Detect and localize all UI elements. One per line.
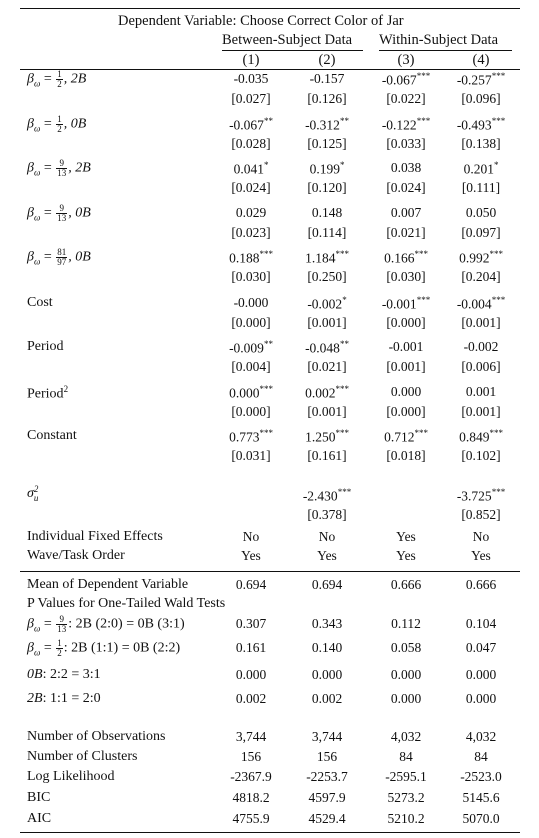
stat-row-2-label: Number of Clusters: [27, 749, 138, 764]
coef-row-1-se-col2: [0.126]: [307, 91, 347, 106]
ctrl-row-1-est-col1: -0.000: [233, 295, 269, 310]
ctrl-row-1-se-col1: [0.000]: [231, 315, 271, 330]
sigma-row-est-col2: -2.430***: [302, 487, 352, 504]
fe-row-1-col2: No: [318, 529, 336, 544]
pval-row-4-label: 2B: 1:1 = 2:0: [27, 691, 101, 706]
fe-row-2-col3: Yes: [396, 548, 416, 563]
coef-row-4-est-col2: 0.148: [311, 205, 343, 220]
fe-row-2-col4: Yes: [471, 548, 491, 563]
stat-row-1-label: Number of Observations: [27, 729, 166, 744]
ctrl-row-1-est-col2: -0.002*: [307, 295, 347, 312]
coef-row-5-se-col1: [0.030]: [231, 269, 271, 284]
coef-row-4-se-col4: [0.097]: [461, 225, 501, 240]
ctrl-row-4-se-col4: [0.102]: [461, 448, 501, 463]
coef-row-1-se-col1: [0.027]: [231, 91, 271, 106]
fe-row-1-col3: Yes: [396, 529, 416, 544]
pval-row-1-col4: 0.104: [465, 616, 497, 631]
coef-row-4-est-col3: 0.007: [390, 205, 422, 220]
fe-row-2-col1: Yes: [241, 548, 261, 563]
ctrl-row-4-est-col4: 0.849***: [459, 428, 503, 445]
ctrl-row-4-est-col2: 1.250***: [305, 428, 349, 445]
stat-row-3-col4: -2523.0: [460, 769, 502, 784]
coef-row-5-se-col2: [0.250]: [307, 269, 347, 284]
coef-row-3-est-col3: 0.038: [390, 160, 422, 175]
stat-row-3-col2: -2253.7: [306, 769, 348, 784]
ctrl-row-4-label: Constant: [27, 428, 77, 443]
between-subject-header: Between-Subject Data: [222, 32, 353, 48]
coef-row-5-label-fraction: $\frac{81}{97}$: [57, 247, 67, 267]
pval-row-3-col4: 0.000: [465, 667, 497, 682]
pval-row-1-label: $\beta_\omega$ = $\frac{9}{13}$ : 2B (2:0) = 0B (3:1): [27, 614, 185, 634]
mean-row-col3: 0.666: [390, 577, 422, 592]
ctrl-row-3-est-col2: 0.002***: [305, 384, 349, 401]
header-rule: [20, 69, 520, 70]
coef-row-3-est-col4: 0.201*: [463, 160, 499, 177]
ctrl-row-2-se-col2: [0.021]: [307, 359, 347, 374]
stat-row-2-col4: 84: [474, 749, 488, 764]
ctrl-row-3-se-col1: [0.000]: [231, 404, 271, 419]
coef-row-1-label: $\beta_\omega$ = $\frac{1}{2}$ , 2B: [27, 69, 87, 89]
pval-row-3-col3: 0.000: [390, 667, 422, 682]
col-header-3: (3): [397, 52, 415, 68]
mean-label: Mean of Dependent Variable: [27, 577, 189, 592]
coef-row-1-est-col3: -0.067***: [381, 71, 431, 88]
pval-row-3-col1: 0.000: [235, 667, 267, 682]
sigma-row-se-col2: [0.378]: [307, 507, 347, 522]
within-subject-header: Within-Subject Data: [379, 32, 499, 48]
ctrl-row-3-label: Period$^2$: [27, 384, 69, 402]
pval-row-2-col1: 0.161: [235, 640, 267, 655]
ctrl-row-2-se-col4: [0.006]: [461, 359, 501, 374]
ctrl-row-2-label: Period: [27, 339, 64, 354]
mean-row-col4: 0.666: [465, 577, 497, 592]
coef-row-2-se-col3: [0.033]: [386, 136, 426, 151]
coef-row-5-se-col3: [0.030]: [386, 269, 426, 284]
ctrl-row-3-est-col1: 0.000***: [229, 384, 273, 401]
pval-row-4-col2: 0.002: [311, 691, 343, 706]
coef-row-3-se-col1: [0.024]: [231, 180, 271, 195]
coef-row-2-se-col1: [0.028]: [231, 136, 271, 151]
ctrl-row-4-est-col3: 0.712***: [384, 428, 428, 445]
stat-row-4-label: BIC: [27, 790, 51, 805]
coef-row-2-est-col2: -0.312**: [305, 116, 349, 133]
pval-row-2-col3: 0.058: [390, 640, 422, 655]
sigma-row-se-col4: [0.852]: [461, 507, 501, 522]
stat-row-4-col2: 4597.9: [308, 790, 346, 805]
fe-row-2-col2: Yes: [317, 548, 337, 563]
stat-row-3-col1: -2367.9: [230, 769, 272, 784]
pval-row-1-col1: 0.307: [235, 616, 267, 631]
mean-row-col1: 0.694: [235, 577, 267, 592]
stat-row-1-col3: 4,032: [390, 729, 422, 744]
pval-row-2-label-fraction: $\frac{1}{2}$: [57, 638, 62, 658]
stat-row-5-col4: 5070.0: [462, 811, 500, 826]
pval-row-4-col3: 0.000: [390, 691, 422, 706]
coef-row-5-est-col4: 0.992***: [459, 249, 503, 266]
pval-row-1-col2: 0.343: [311, 616, 343, 631]
stat-row-5-col1: 4755.9: [232, 811, 270, 826]
coef-row-4-label-fraction: $\frac{9}{13}$: [57, 203, 67, 223]
coef-row-2-est-col4: -0.493***: [456, 116, 506, 133]
ctrl-row-1-label: Cost: [27, 295, 53, 310]
ctrl-row-3-se-col4: [0.001]: [461, 404, 501, 419]
col-header-1: (1): [242, 52, 260, 68]
ctrl-row-1-est-col4: -0.004***: [456, 295, 506, 312]
stat-row-5-col2: 4529.4: [308, 811, 346, 826]
mean-row-col2: 0.694: [311, 577, 343, 592]
sigma-row-est-col4: -3.725***: [456, 487, 506, 504]
coef-row-1-se-col3: [0.022]: [386, 91, 426, 106]
coef-row-5-se-col4: [0.204]: [461, 269, 501, 284]
coef-row-2-se-col4: [0.138]: [461, 136, 501, 151]
pval-row-1-label-fraction: $\frac{9}{13}$: [57, 614, 67, 634]
coef-row-3-est-col2: 0.199*: [309, 160, 345, 177]
pval-row-4-col1: 0.002: [235, 691, 267, 706]
stat-row-3-col3: -2595.1: [385, 769, 427, 784]
col-header-2: (2): [318, 52, 336, 68]
stat-row-1-col4: 4,032: [465, 729, 497, 744]
coef-row-3-est-col1: 0.041*: [233, 160, 269, 177]
ctrl-row-1-se-col4: [0.001]: [461, 315, 501, 330]
coef-row-2-se-col2: [0.125]: [307, 136, 347, 151]
ctrl-row-4-se-col3: [0.018]: [386, 448, 426, 463]
bottom-rule: [20, 832, 520, 833]
coef-row-5-est-col1: 0.188***: [229, 249, 273, 266]
coef-row-4-se-col2: [0.114]: [307, 225, 347, 240]
within-underline: [379, 50, 512, 51]
pval-title: P Values for One-Tailed Wald Tests: [27, 596, 226, 611]
between-underline: [222, 50, 363, 51]
sigma-sub-sup: 2 u: [33, 484, 39, 503]
fe-row-1-label: Individual Fixed Effects: [27, 529, 163, 544]
pval-row-3-label: 0B: 2:2 = 3:1: [27, 667, 101, 682]
ctrl-row-2-est-col4: -0.002: [463, 339, 499, 354]
coef-row-4-se-col3: [0.021]: [386, 225, 426, 240]
coef-row-1-est-col1: -0.035: [233, 71, 269, 86]
coef-row-2-label: $\beta_\omega$ = $\frac{1}{2}$ , 0B: [27, 114, 87, 134]
coef-row-5-est-col2: 1.184***: [305, 249, 349, 266]
pval-row-2-label: $\beta_\omega$ = $\frac{1}{2}$ : 2B (1:1) = 0B (2:2): [27, 638, 181, 658]
ctrl-row-4-se-col1: [0.031]: [231, 448, 271, 463]
coef-row-1-est-col2: -0.157: [309, 71, 345, 86]
stat-row-1-col1: 3,744: [235, 729, 267, 744]
coef-row-5-label: $\beta_\omega$ = $\frac{81}{97}$ , 0B: [27, 247, 91, 267]
pval-row-1-col3: 0.112: [391, 616, 421, 631]
ctrl-row-2-est-col1: -0.009**: [229, 339, 273, 356]
stat-row-2-col2: 156: [316, 749, 338, 764]
pval-row-2-col2: 0.140: [311, 640, 343, 655]
coef-row-3-se-col3: [0.024]: [386, 180, 426, 195]
ctrl-row-4-se-col2: [0.161]: [307, 448, 347, 463]
coef-row-3-se-col2: [0.120]: [307, 180, 347, 195]
stat-row-4-col1: 4818.2: [232, 790, 270, 805]
pval-row-3-col2: 0.000: [311, 667, 343, 682]
fe-row-1-col1: No: [242, 529, 260, 544]
stat-row-3-label: Log Likelihood: [27, 769, 115, 784]
coef-row-4-est-col1: 0.029: [235, 205, 267, 220]
coef-row-2-est-col1: -0.067**: [229, 116, 273, 133]
pval-row-2-col4: 0.047: [465, 640, 497, 655]
ctrl-row-1-se-col3: [0.000]: [386, 315, 426, 330]
coef-row-1-se-col4: [0.096]: [461, 91, 501, 106]
coef-row-3-label-fraction: $\frac{9}{13}$: [57, 158, 67, 178]
coef-row-4-se-col1: [0.023]: [231, 225, 271, 240]
ctrl-row-2-est-col2: -0.048**: [305, 339, 349, 356]
coef-row-2-est-col3: -0.122***: [381, 116, 431, 133]
col-header-4: (4): [472, 52, 490, 68]
ctrl-row-4-est-col1: 0.773***: [229, 428, 273, 445]
stat-row-2-col3: 84: [399, 749, 413, 764]
ctrl-row-1-se-col2: [0.001]: [307, 315, 347, 330]
stat-row-5-label: AIC: [27, 811, 52, 826]
stat-row-2-col1: 156: [240, 749, 262, 764]
pval-row-4-col4: 0.000: [465, 691, 497, 706]
ctrl-row-2-se-col3: [0.001]: [386, 359, 426, 374]
ctrl-row-2-se-col1: [0.004]: [231, 359, 271, 374]
sigma-label: σ 2 u: [27, 484, 39, 503]
coef-row-3-se-col4: [0.111]: [461, 180, 501, 195]
coef-row-4-label: $\beta_\omega$ = $\frac{9}{13}$ , 0B: [27, 203, 91, 223]
coef-row-4-est-col4: 0.050: [465, 205, 497, 220]
ctrl-row-1-est-col3: -0.001***: [381, 295, 431, 312]
stat-row-1-col2: 3,744: [311, 729, 343, 744]
ctrl-row-3-est-col3: 0.000: [390, 384, 422, 399]
coef-row-2-label-fraction: $\frac{1}{2}$: [57, 114, 62, 134]
ctrl-row-2-est-col3: -0.001: [388, 339, 424, 354]
coef-row-3-label: $\beta_\omega$ = $\frac{9}{13}$ , 2B: [27, 158, 91, 178]
mid-rule: [20, 571, 520, 572]
dependent-variable-header: Dependent Variable: Choose Correct Color of Jar: [118, 13, 404, 29]
fe-row-1-col4: No: [472, 529, 490, 544]
stat-row-5-col3: 5210.2: [387, 811, 425, 826]
coef-row-1-est-col4: -0.257***: [456, 71, 506, 88]
ctrl-row-3-se-col2: [0.001]: [307, 404, 347, 419]
stat-row-4-col3: 5273.2: [387, 790, 425, 805]
coef-row-5-est-col3: 0.166***: [384, 249, 428, 266]
top-rule: [20, 8, 520, 9]
fe-row-2-label: Wave/Task Order: [27, 548, 125, 563]
stat-row-4-col4: 5145.6: [462, 790, 500, 805]
coef-row-1-label-fraction: $\frac{1}{2}$: [57, 69, 62, 89]
ctrl-row-3-est-col4: 0.001: [465, 384, 497, 399]
ctrl-row-3-se-col3: [0.000]: [386, 404, 426, 419]
